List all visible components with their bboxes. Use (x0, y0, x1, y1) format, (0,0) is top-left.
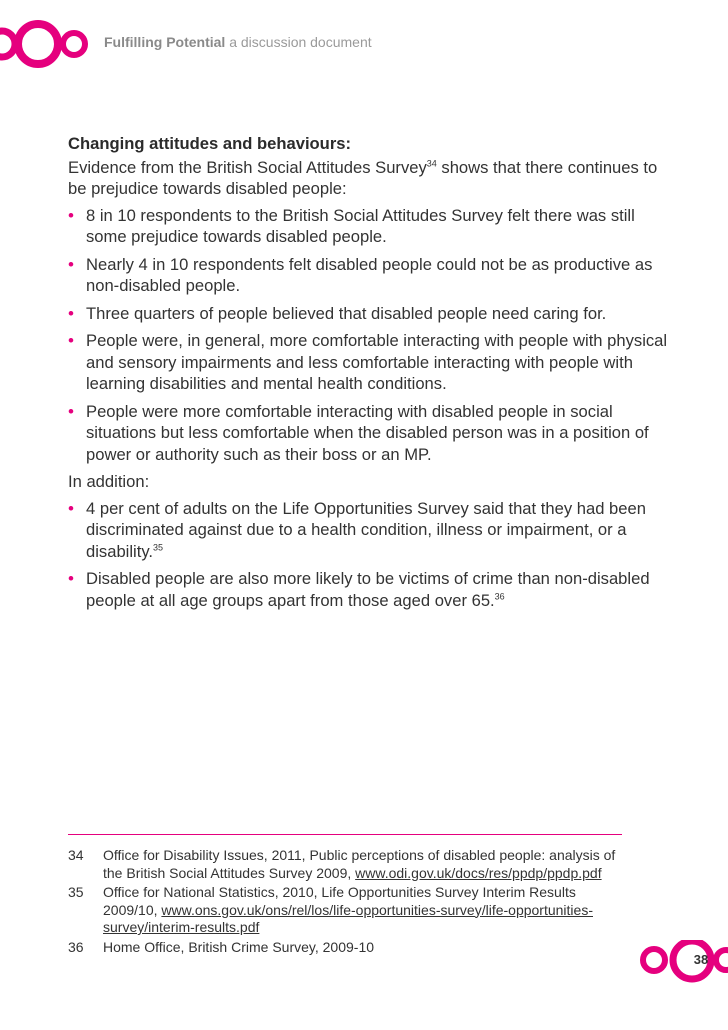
bullet-icon: • (68, 569, 74, 588)
list-item-text: Three quarters of people believed that disabled people need caring for. (86, 303, 607, 323)
footnote-number: 35 (68, 884, 84, 900)
footnote-link[interactable]: www.ons.gov.uk/ons/rel/los/life-opportunities-survey/life-opportunities-survey/interim-results.pdf (103, 901, 593, 935)
footnote-ref: 36 (494, 590, 505, 601)
footnote-divider (68, 834, 622, 835)
list-item (68, 303, 668, 325)
list-item-text: 4 per cent of adults on the Life Opportunities Survey said that they had been discriminated against due to a health condition, illness or impairment, or a disability. (86, 498, 646, 561)
page-number: 38 (693, 952, 709, 967)
footnote-ref: 34 (426, 157, 437, 168)
intro-paragraph (68, 157, 668, 200)
bullet-icon: • (68, 331, 74, 350)
bullet-icon: • (68, 254, 74, 274)
logo-circles-icon (0, 14, 90, 76)
list-item-text: People were more comfortable interacting with disabled people in social situations but less comfortable when the disabled person was in a position of power or authority such as their boss or an MP. (86, 401, 649, 464)
footnote (68, 939, 628, 957)
intro-before: Evidence from the British Social Attitudes Survey (68, 157, 427, 177)
list-item (68, 568, 668, 611)
main-content (68, 133, 668, 617)
list-item (68, 401, 668, 466)
list-item (68, 498, 668, 563)
bullet-list-addition (68, 498, 668, 612)
footnotes (68, 847, 628, 958)
list-item-text: People were, in general, more comfortable interacting with people with physical and sensory impairments and less comfortable interacting with people with learning disabilities and mental health conditions. (86, 331, 668, 393)
footnote-citation: Office for Disability Issues, 2011, Public perceptions of disabled people: analysis of the British Social Attitudes Survey 2009, (103, 847, 616, 881)
footnote-link[interactable]: www.odi.gov.uk/docs/res/ppdp/ppdp.pdf (355, 864, 602, 881)
list-item-text: Disabled people are also more likely to be victims of crime than non-disabled people at all age groups apart from those aged over 65. (86, 569, 650, 610)
running-header (104, 34, 372, 50)
header-title-rest: a discussion document (229, 34, 372, 50)
footnote (68, 884, 628, 937)
header-title-bold: Fulfilling Potential (104, 34, 226, 50)
footnote-text: Home Office, British Crime Survey, 2009-10 (103, 938, 375, 955)
list-item (68, 254, 668, 297)
footnote-number: 34 (68, 847, 84, 863)
addition-label: In addition: (68, 472, 150, 491)
intro-after: shows that there continues to be prejudice towards disabled people: (68, 157, 658, 198)
footnote-text (103, 884, 628, 937)
footnote-text (103, 847, 628, 882)
bullet-icon: • (68, 498, 74, 518)
footnote-number: 36 (68, 938, 84, 955)
list-item (68, 205, 668, 248)
bullet-icon: • (68, 303, 74, 323)
bullet-icon: • (68, 205, 74, 225)
list-item (68, 330, 668, 395)
section-heading: Changing attitudes and behaviours: (68, 134, 352, 153)
list-item-text: 8 in 10 respondents to the British Social Attitudes Survey felt there was still some prejudice towards disabled people. (86, 205, 635, 246)
bullet-list-attitudes (68, 205, 668, 466)
footnote-citation: Office for National Statistics, 2010, Life Opportunities Survey Interim Results 2009/10, (103, 884, 576, 918)
footnote-ref: 35 (153, 541, 164, 552)
footnote (68, 847, 628, 882)
list-item-text: Nearly 4 in 10 respondents felt disabled people could not be as productive as non-disabled people. (86, 254, 653, 295)
bullet-icon: • (68, 401, 74, 421)
